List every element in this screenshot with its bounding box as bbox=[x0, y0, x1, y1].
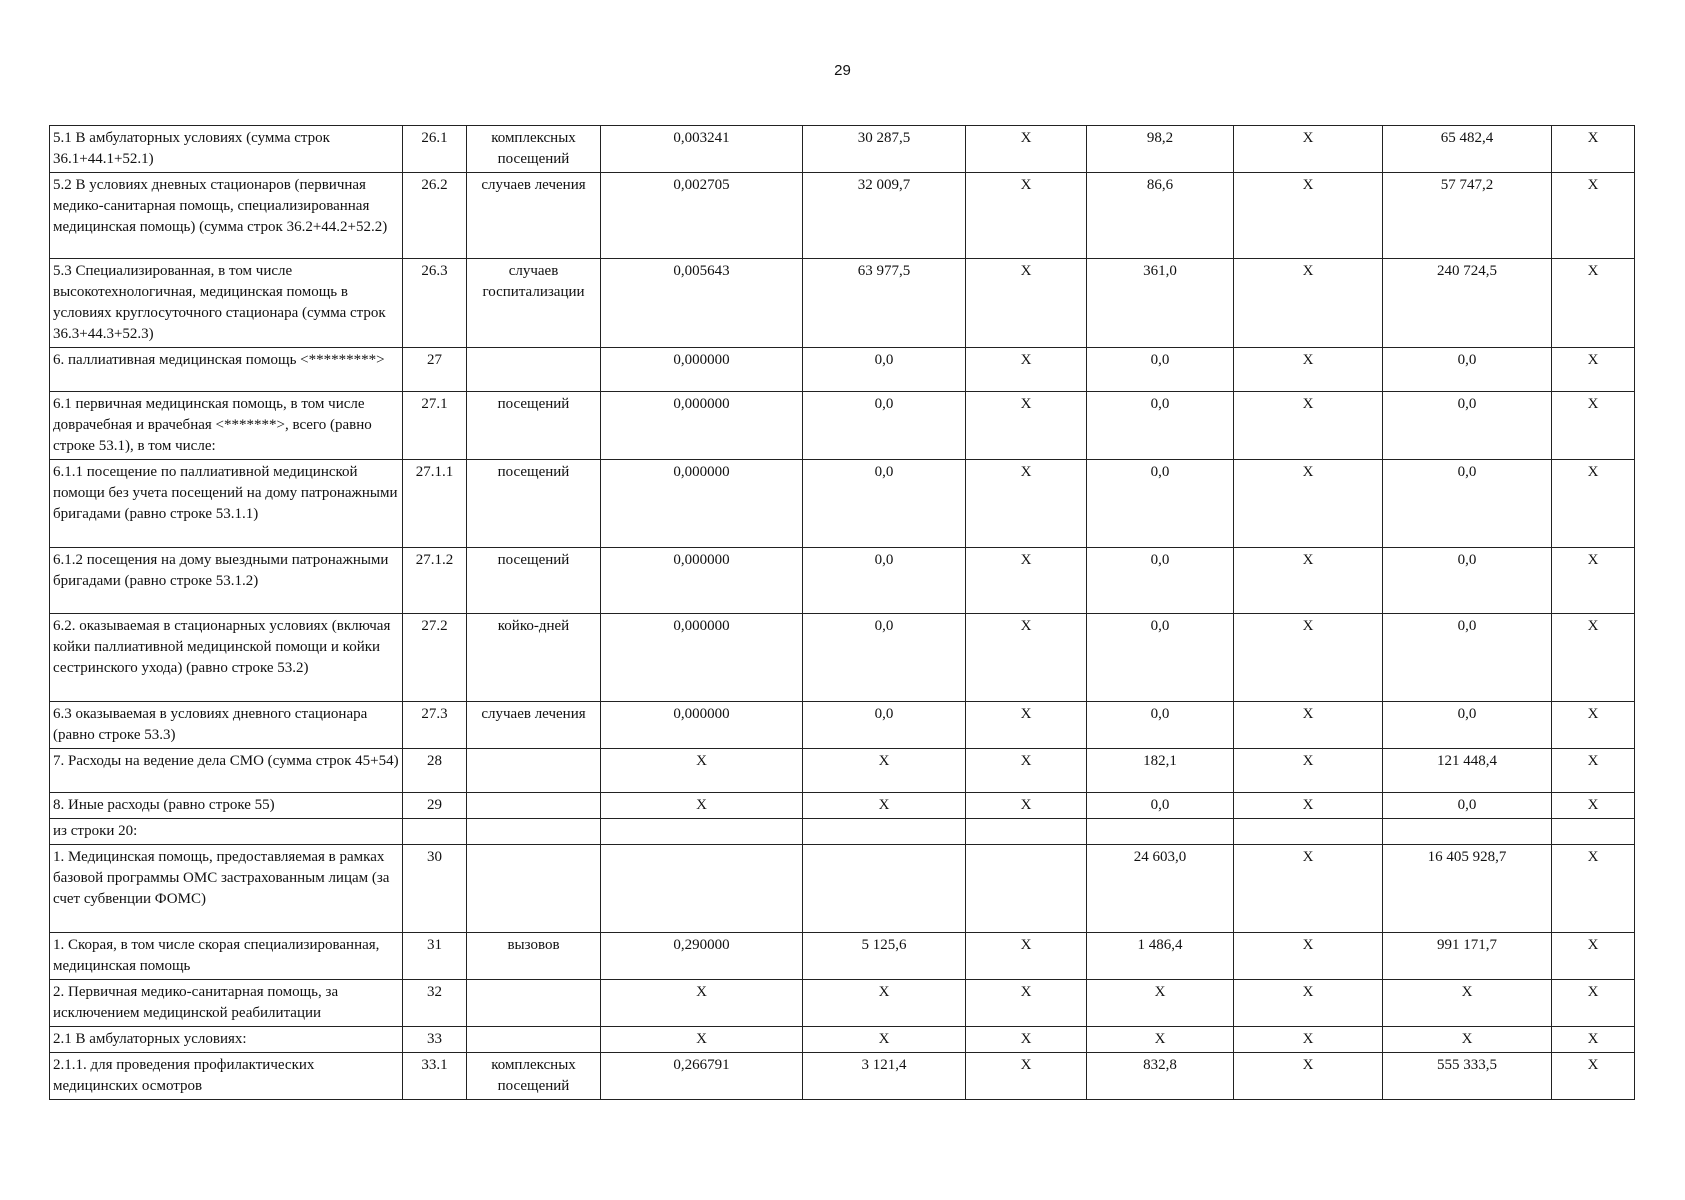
cell-c5: X bbox=[1234, 173, 1383, 259]
cell-c1: 0,000000 bbox=[601, 348, 803, 392]
cell-c3: X bbox=[966, 933, 1087, 980]
cell-c1: 0,000000 bbox=[601, 614, 803, 702]
cell-c6: 0,0 bbox=[1383, 793, 1552, 819]
cell-c1: 0,000000 bbox=[601, 702, 803, 749]
cell-c6: 0,0 bbox=[1383, 348, 1552, 392]
table-row bbox=[50, 614, 1635, 702]
cell-c7: X bbox=[1552, 980, 1635, 1027]
cell-c2: 32 009,7 bbox=[803, 173, 966, 259]
cell-code: 27.1.2 bbox=[403, 548, 467, 614]
table-row bbox=[50, 348, 1635, 392]
cell-c7: X bbox=[1552, 749, 1635, 793]
cell-c4: 98,2 bbox=[1087, 126, 1234, 173]
cell-c3: X bbox=[966, 173, 1087, 259]
cell-c5: X bbox=[1234, 845, 1383, 933]
cell-c3: X bbox=[966, 126, 1087, 173]
cell-c2: 5 125,6 bbox=[803, 933, 966, 980]
cell-c2: X bbox=[803, 793, 966, 819]
cell-c1: 0,266791 bbox=[601, 1053, 803, 1100]
cell-c7: X bbox=[1552, 614, 1635, 702]
table-row bbox=[50, 819, 1635, 845]
cell-c3: X bbox=[966, 980, 1087, 1027]
cell-name: 6.1 первичная медицинская помощь, в том числе доврачебная и врачебная <*******>, всего (равно строке 53.1), в том числе: bbox=[50, 392, 403, 460]
cell-c4: 0,0 bbox=[1087, 548, 1234, 614]
cell-c5: X bbox=[1234, 548, 1383, 614]
cell-c1: 0,000000 bbox=[601, 460, 803, 548]
cell-code: 29 bbox=[403, 793, 467, 819]
cell-c3: X bbox=[966, 702, 1087, 749]
data-table bbox=[49, 125, 1635, 1100]
cell-unit: случаев лечения bbox=[467, 702, 601, 749]
cell-c4: X bbox=[1087, 1027, 1234, 1053]
cell-c6: 0,0 bbox=[1383, 392, 1552, 460]
cell-c6: 65 482,4 bbox=[1383, 126, 1552, 173]
cell-c4 bbox=[1087, 819, 1234, 845]
cell-c3 bbox=[966, 845, 1087, 933]
cell-c5: X bbox=[1234, 348, 1383, 392]
cell-c2: 0,0 bbox=[803, 548, 966, 614]
cell-name: 1. Медицинская помощь, предоставляемая в рамках базовой программы ОМС застрахованным лицам (за счет субвенции ФОМС) bbox=[50, 845, 403, 933]
cell-c2: 63 977,5 bbox=[803, 259, 966, 348]
cell-unit bbox=[467, 819, 601, 845]
cell-unit bbox=[467, 845, 601, 933]
cell-c1: 0,000000 bbox=[601, 392, 803, 460]
cell-code: 26.3 bbox=[403, 259, 467, 348]
cell-unit: комплексных посещений bbox=[467, 126, 601, 173]
table-row bbox=[50, 259, 1635, 348]
cell-c6: 0,0 bbox=[1383, 460, 1552, 548]
table-row bbox=[50, 548, 1635, 614]
cell-c2: 0,0 bbox=[803, 614, 966, 702]
cell-unit bbox=[467, 1027, 601, 1053]
cell-c6: 121 448,4 bbox=[1383, 749, 1552, 793]
cell-unit: посещений bbox=[467, 548, 601, 614]
cell-c2: 0,0 bbox=[803, 702, 966, 749]
cell-c7: X bbox=[1552, 348, 1635, 392]
cell-c6: 57 747,2 bbox=[1383, 173, 1552, 259]
cell-c2: X bbox=[803, 749, 966, 793]
cell-c6: 0,0 bbox=[1383, 702, 1552, 749]
cell-code: 26.1 bbox=[403, 126, 467, 173]
cell-c3: X bbox=[966, 259, 1087, 348]
cell-c5: X bbox=[1234, 259, 1383, 348]
cell-c5: X bbox=[1234, 460, 1383, 548]
cell-c4: 0,0 bbox=[1087, 702, 1234, 749]
cell-c1: 0,290000 bbox=[601, 933, 803, 980]
cell-code: 32 bbox=[403, 980, 467, 1027]
cell-name: 2.1.1. для проведения профилактических медицинских осмотров bbox=[50, 1053, 403, 1100]
cell-c2: 0,0 bbox=[803, 348, 966, 392]
cell-c1: X bbox=[601, 1027, 803, 1053]
cell-c5: X bbox=[1234, 793, 1383, 819]
cell-c6: 0,0 bbox=[1383, 614, 1552, 702]
cell-c4: X bbox=[1087, 980, 1234, 1027]
cell-c3: X bbox=[966, 392, 1087, 460]
table-row bbox=[50, 173, 1635, 259]
cell-unit: комплексных посещений bbox=[467, 1053, 601, 1100]
cell-unit: вызовов bbox=[467, 933, 601, 980]
cell-code: 31 bbox=[403, 933, 467, 980]
cell-name: 6.3 оказываемая в условиях дневного стационара (равно строке 53.3) bbox=[50, 702, 403, 749]
cell-c7: X bbox=[1552, 702, 1635, 749]
cell-c7: X bbox=[1552, 126, 1635, 173]
cell-unit: посещений bbox=[467, 460, 601, 548]
cell-c7: X bbox=[1552, 845, 1635, 933]
cell-c2: X bbox=[803, 1027, 966, 1053]
cell-c6: 555 333,5 bbox=[1383, 1053, 1552, 1100]
cell-name: 7. Расходы на ведение дела СМО (сумма строк 45+54) bbox=[50, 749, 403, 793]
cell-c1: 0,002705 bbox=[601, 173, 803, 259]
cell-c7: X bbox=[1552, 933, 1635, 980]
cell-c1 bbox=[601, 845, 803, 933]
cell-name: из строки 20: bbox=[50, 819, 403, 845]
cell-name: 6. паллиативная медицинская помощь <*********> bbox=[50, 348, 403, 392]
cell-name: 5.3 Специализированная, в том числе высокотехнологичная, медицинская помощь в условиях круглосуточного стационара (сумма строк 36.3+44.3+52.3) bbox=[50, 259, 403, 348]
cell-name: 5.1 В амбулаторных условиях (сумма строк 36.1+44.1+52.1) bbox=[50, 126, 403, 173]
cell-name: 2. Первичная медико-санитарная помощь, за исключением медицинской реабилитации bbox=[50, 980, 403, 1027]
cell-c5: X bbox=[1234, 1053, 1383, 1100]
page-number: 29 bbox=[834, 62, 851, 79]
table-row bbox=[50, 392, 1635, 460]
cell-c4: 1 486,4 bbox=[1087, 933, 1234, 980]
cell-c7: X bbox=[1552, 793, 1635, 819]
cell-c5: X bbox=[1234, 1027, 1383, 1053]
cell-name: 6.2. оказываемая в стационарных условиях (включая койки паллиативной медицинской помощи и койки сестринского ухода) (равно строке 53.2) bbox=[50, 614, 403, 702]
cell-c3: X bbox=[966, 1027, 1087, 1053]
cell-c2: 0,0 bbox=[803, 460, 966, 548]
cell-c3: X bbox=[966, 1053, 1087, 1100]
cell-c3: X bbox=[966, 548, 1087, 614]
cell-c3: X bbox=[966, 348, 1087, 392]
cell-c7 bbox=[1552, 819, 1635, 845]
cell-c3: X bbox=[966, 614, 1087, 702]
cell-c2: 0,0 bbox=[803, 392, 966, 460]
cell-c5: X bbox=[1234, 702, 1383, 749]
cell-c5: X bbox=[1234, 614, 1383, 702]
cell-unit: посещений bbox=[467, 392, 601, 460]
cell-c4: 0,0 bbox=[1087, 392, 1234, 460]
cell-c1 bbox=[601, 819, 803, 845]
cell-unit bbox=[467, 980, 601, 1027]
cell-c7: X bbox=[1552, 1053, 1635, 1100]
cell-name: 8. Иные расходы (равно строке 55) bbox=[50, 793, 403, 819]
table-row bbox=[50, 845, 1635, 933]
cell-code: 27.1 bbox=[403, 392, 467, 460]
cell-c6: 240 724,5 bbox=[1383, 259, 1552, 348]
cell-code: 27 bbox=[403, 348, 467, 392]
cell-unit: койко-дней bbox=[467, 614, 601, 702]
table-row bbox=[50, 1053, 1635, 1100]
cell-c7: X bbox=[1552, 1027, 1635, 1053]
cell-c7: X bbox=[1552, 173, 1635, 259]
cell-unit: случаев лечения bbox=[467, 173, 601, 259]
table-row bbox=[50, 749, 1635, 793]
cell-c5: X bbox=[1234, 392, 1383, 460]
cell-c1: X bbox=[601, 980, 803, 1027]
cell-code: 27.2 bbox=[403, 614, 467, 702]
cell-c4: 0,0 bbox=[1087, 793, 1234, 819]
cell-name: 6.1.2 посещения на дому выездными патронажными бригадами (равно строке 53.1.2) bbox=[50, 548, 403, 614]
cell-c6 bbox=[1383, 819, 1552, 845]
cell-c4: 24 603,0 bbox=[1087, 845, 1234, 933]
cell-code: 26.2 bbox=[403, 173, 467, 259]
cell-unit bbox=[467, 749, 601, 793]
cell-c4: 361,0 bbox=[1087, 259, 1234, 348]
cell-c1: 0,000000 bbox=[601, 548, 803, 614]
table-row bbox=[50, 126, 1635, 173]
cell-c4: 0,0 bbox=[1087, 614, 1234, 702]
cell-c5: X bbox=[1234, 749, 1383, 793]
cell-c3: X bbox=[966, 749, 1087, 793]
cell-name: 1. Скорая, в том числе скорая специализированная, медицинская помощь bbox=[50, 933, 403, 980]
cell-c7: X bbox=[1552, 460, 1635, 548]
cell-code: 27.3 bbox=[403, 702, 467, 749]
cell-c7: X bbox=[1552, 259, 1635, 348]
cell-c2: 3 121,4 bbox=[803, 1053, 966, 1100]
cell-code: 28 bbox=[403, 749, 467, 793]
cell-c1: X bbox=[601, 749, 803, 793]
cell-c6: 991 171,7 bbox=[1383, 933, 1552, 980]
cell-c5: X bbox=[1234, 933, 1383, 980]
cell-c5: X bbox=[1234, 980, 1383, 1027]
cell-name: 5.2 В условиях дневных стационаров (первичная медико-санитарная помощь, специализированная медицинская помощь) (сумма строк 36.2+44.2+52.2) bbox=[50, 173, 403, 259]
cell-code: 30 bbox=[403, 845, 467, 933]
cell-c2 bbox=[803, 819, 966, 845]
cell-c4: 182,1 bbox=[1087, 749, 1234, 793]
cell-code bbox=[403, 819, 467, 845]
cell-c4: 0,0 bbox=[1087, 348, 1234, 392]
cell-c2: X bbox=[803, 980, 966, 1027]
table-row bbox=[50, 793, 1635, 819]
table-row bbox=[50, 933, 1635, 980]
cell-name: 2.1 В амбулаторных условиях: bbox=[50, 1027, 403, 1053]
cell-code: 27.1.1 bbox=[403, 460, 467, 548]
table-row bbox=[50, 980, 1635, 1027]
cell-unit bbox=[467, 348, 601, 392]
cell-name: 6.1.1 посещение по паллиативной медицинской помощи без учета посещений на дому патронажными бригадами (равно строке 53.1.1) bbox=[50, 460, 403, 548]
cell-c1: X bbox=[601, 793, 803, 819]
cell-c6: 16 405 928,7 bbox=[1383, 845, 1552, 933]
cell-code: 33 bbox=[403, 1027, 467, 1053]
cell-c5 bbox=[1234, 819, 1383, 845]
cell-c7: X bbox=[1552, 392, 1635, 460]
cell-c1: 0,005643 bbox=[601, 259, 803, 348]
cell-unit bbox=[467, 793, 601, 819]
cell-c4: 832,8 bbox=[1087, 1053, 1234, 1100]
cell-c3: X bbox=[966, 460, 1087, 548]
cell-c7: X bbox=[1552, 548, 1635, 614]
cell-unit: случаев госпитализации bbox=[467, 259, 601, 348]
cell-c3 bbox=[966, 819, 1087, 845]
cell-c5: X bbox=[1234, 126, 1383, 173]
cell-c4: 86,6 bbox=[1087, 173, 1234, 259]
cell-code: 33.1 bbox=[403, 1053, 467, 1100]
table-row bbox=[50, 460, 1635, 548]
cell-c6: X bbox=[1383, 980, 1552, 1027]
cell-c6: 0,0 bbox=[1383, 548, 1552, 614]
cell-c3: X bbox=[966, 793, 1087, 819]
cell-c4: 0,0 bbox=[1087, 460, 1234, 548]
table-row bbox=[50, 702, 1635, 749]
cell-c1: 0,003241 bbox=[601, 126, 803, 173]
cell-c2: 30 287,5 bbox=[803, 126, 966, 173]
cell-c6: X bbox=[1383, 1027, 1552, 1053]
table-row bbox=[50, 1027, 1635, 1053]
cell-c2 bbox=[803, 845, 966, 933]
